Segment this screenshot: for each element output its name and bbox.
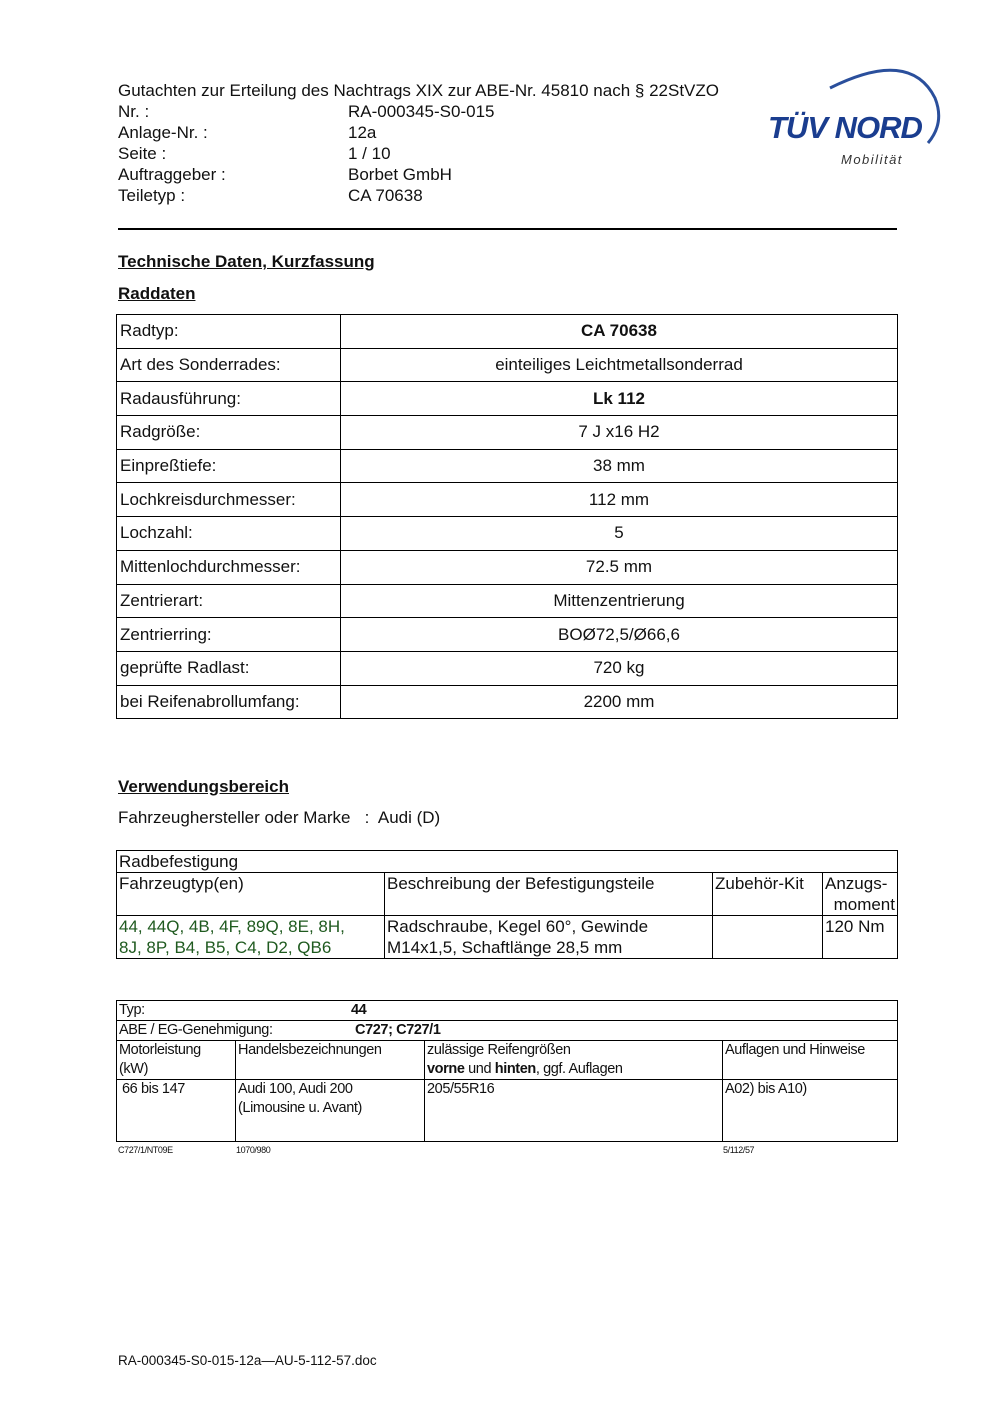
header-tyres xyxy=(425,1041,723,1080)
header-tyres-line2 xyxy=(427,1060,720,1079)
document-title: Gutachten zur Erteilung des Nachtrags XIX zur ABE-Nr. 45810 nach § 22StVZO xyxy=(118,81,719,100)
manufacturer-line xyxy=(118,808,440,828)
table-row xyxy=(117,1041,898,1080)
wheel-label: Radausführung: xyxy=(117,382,341,416)
header-field-anlage xyxy=(118,122,719,143)
vehicle-types-line2: 8J, 8P, B4, B5, C4, D2, QB6 xyxy=(119,938,332,957)
manufacturer-value: Audi (D) xyxy=(377,808,441,827)
radbefestigung-title: Radbefestigung xyxy=(117,851,898,873)
header-field-seite xyxy=(118,143,719,164)
header-field-label: Auftraggeber : xyxy=(118,165,226,184)
fastening-description-line2: M14x1,5, Schaftlänge 28,5 mm xyxy=(387,938,623,957)
section-title-raddaten: Raddaten xyxy=(118,284,196,303)
table-row xyxy=(117,916,898,959)
code-notes: 5/112/57 xyxy=(723,1145,755,1155)
wheel-value: BOØ72,5/Ø66,6 xyxy=(341,618,898,652)
header-torque xyxy=(823,873,898,916)
typ-table xyxy=(116,1000,898,1142)
wheel-label: Lochzahl: xyxy=(117,517,341,551)
wheel-value: 720 kg xyxy=(341,651,898,685)
header-field-value: Borbet GmbH xyxy=(348,165,452,184)
header-power-line2: (kW) xyxy=(119,1061,148,1077)
wheel-label: Lochkreisdurchmesser: xyxy=(117,483,341,517)
header-field-label: Anlage-Nr. : xyxy=(118,123,208,142)
tuv-nord-logo xyxy=(760,58,950,173)
wheel-label: Radgröße: xyxy=(117,416,341,450)
wheel-value: 38 mm xyxy=(341,449,898,483)
wheel-label: Art des Sonderrades: xyxy=(117,348,341,382)
header-description: Beschreibung der Befestigungsteile xyxy=(385,873,713,916)
table-row xyxy=(117,1021,898,1041)
header-field-teiletyp xyxy=(118,185,719,206)
wheel-label: geprüfte Radlast: xyxy=(117,651,341,685)
table-row xyxy=(117,483,898,517)
abe-value: C727; C727/1 xyxy=(355,1022,441,1038)
header-field-value: RA-000345-S0-015 xyxy=(348,102,495,121)
accessory-kit xyxy=(713,916,823,959)
header-notes: Auflagen und Hinweise xyxy=(723,1041,898,1080)
typ-label: Typ: xyxy=(119,1002,145,1018)
header-field-label: Seite : xyxy=(118,144,167,163)
wheel-label: Zentrierart: xyxy=(117,584,341,618)
torque-value: 120 Nm xyxy=(823,916,898,959)
header-vehicle-types: Fahrzeugtyp(en) xyxy=(117,873,385,916)
header-kit: Zubehör-Kit xyxy=(713,873,823,916)
wheel-value: einteiliges Leichtmetallsonderrad xyxy=(341,348,898,382)
wheel-label: Einpreßtiefe: xyxy=(117,449,341,483)
header-tyres-line1: zulässige Reifengrößen xyxy=(427,1042,571,1058)
wheel-value: 7 J x16 H2 xyxy=(341,416,898,450)
fastening-description xyxy=(385,916,713,959)
trade-names-line1: Audi 100, Audi 200 xyxy=(238,1081,353,1097)
logo-brand: TÜV NORD xyxy=(768,110,922,145)
table-row xyxy=(117,382,898,416)
abe-row xyxy=(117,1021,898,1041)
tyres-rear: hinten xyxy=(494,1061,536,1077)
section-title-verwendung: Verwendungsbereich xyxy=(118,777,289,796)
wheel-value: 5 xyxy=(341,517,898,551)
header-field-nr xyxy=(118,101,719,122)
header-torque-line1: Anzugs- xyxy=(825,874,888,893)
wheel-label: bei Reifenabrollumfang: xyxy=(117,685,341,719)
table-row xyxy=(117,685,898,719)
tyres-rest: , ggf. Auflagen xyxy=(535,1061,623,1077)
typ-value: 44 xyxy=(351,1002,367,1018)
typ-row xyxy=(117,1001,898,1021)
wheel-value: Mittenzentrierung xyxy=(341,584,898,618)
wheel-value: 72.5 mm xyxy=(341,550,898,584)
table-row xyxy=(117,1001,898,1021)
fastening-description-line1: Radschraube, Kegel 60°, Gewinde xyxy=(387,917,649,936)
power-value: 66 bis 147 xyxy=(117,1080,236,1142)
wheel-value: Lk 112 xyxy=(341,382,898,416)
header-field-auftraggeber xyxy=(118,164,719,185)
header-torque-line2: moment xyxy=(833,895,895,914)
header-power xyxy=(117,1041,236,1080)
wheel-value: 2200 mm xyxy=(341,685,898,719)
section-title-tech: Technische Daten, Kurzfassung xyxy=(118,252,375,271)
header-field-value: CA 70638 xyxy=(348,186,423,205)
table-row xyxy=(117,416,898,450)
table-row xyxy=(117,449,898,483)
table-row xyxy=(117,1080,898,1142)
trade-names-line2: (Limousine u. Avant) xyxy=(238,1100,362,1116)
code-trade: 1070/980 xyxy=(236,1145,271,1155)
wheel-label: Radtyp: xyxy=(117,315,341,349)
vehicle-types xyxy=(117,916,385,959)
wheel-label: Mittenlochdurchmesser: xyxy=(117,550,341,584)
header-field-value: 1 / 10 xyxy=(348,144,391,163)
vehicle-types-line1: 44, 44Q, 4B, 4F, 89Q, 8E, 8H, xyxy=(119,917,345,936)
wheel-value: CA 70638 xyxy=(341,315,898,349)
table-row xyxy=(117,873,898,916)
header-field-label: Nr. : xyxy=(118,102,150,121)
tyre-sizes: 205/55R16 xyxy=(425,1080,723,1142)
table-row xyxy=(117,584,898,618)
header-field-label: Teiletyp : xyxy=(118,186,186,205)
header-field-value: 12a xyxy=(348,123,377,142)
wheel-label: Zentrierring: xyxy=(117,618,341,652)
manufacturer-separator: : xyxy=(364,808,370,827)
table-row xyxy=(117,348,898,382)
table-row xyxy=(117,618,898,652)
table-row xyxy=(117,315,898,349)
table-row xyxy=(117,550,898,584)
tyres-and: und xyxy=(464,1061,495,1077)
table-row xyxy=(117,517,898,551)
table-row xyxy=(117,851,898,873)
abe-label: ABE / EG-Genehmigung: xyxy=(119,1022,273,1038)
notes-value: A02) bis A10) xyxy=(723,1080,898,1142)
tyres-front: vorne xyxy=(427,1061,465,1077)
wheel-data-table xyxy=(116,314,898,719)
header-trade-names: Handelsbezeichnungen xyxy=(236,1041,425,1080)
manufacturer-label: Fahrzeughersteller oder Marke xyxy=(118,808,351,827)
table-row xyxy=(117,651,898,685)
header-power-line1: Motorleistung xyxy=(119,1042,201,1058)
code-abe: C727/1/NT09E xyxy=(118,1145,173,1155)
radbefestigung-table xyxy=(116,850,898,959)
logo-subtitle: Mobilität xyxy=(841,152,903,167)
header-divider xyxy=(118,228,897,230)
trade-names xyxy=(236,1080,425,1142)
document-header xyxy=(118,80,719,206)
document-filename: RA-000345-S0-015-12a—AU-5-112-57.doc xyxy=(118,1353,377,1368)
wheel-value: 112 mm xyxy=(341,483,898,517)
